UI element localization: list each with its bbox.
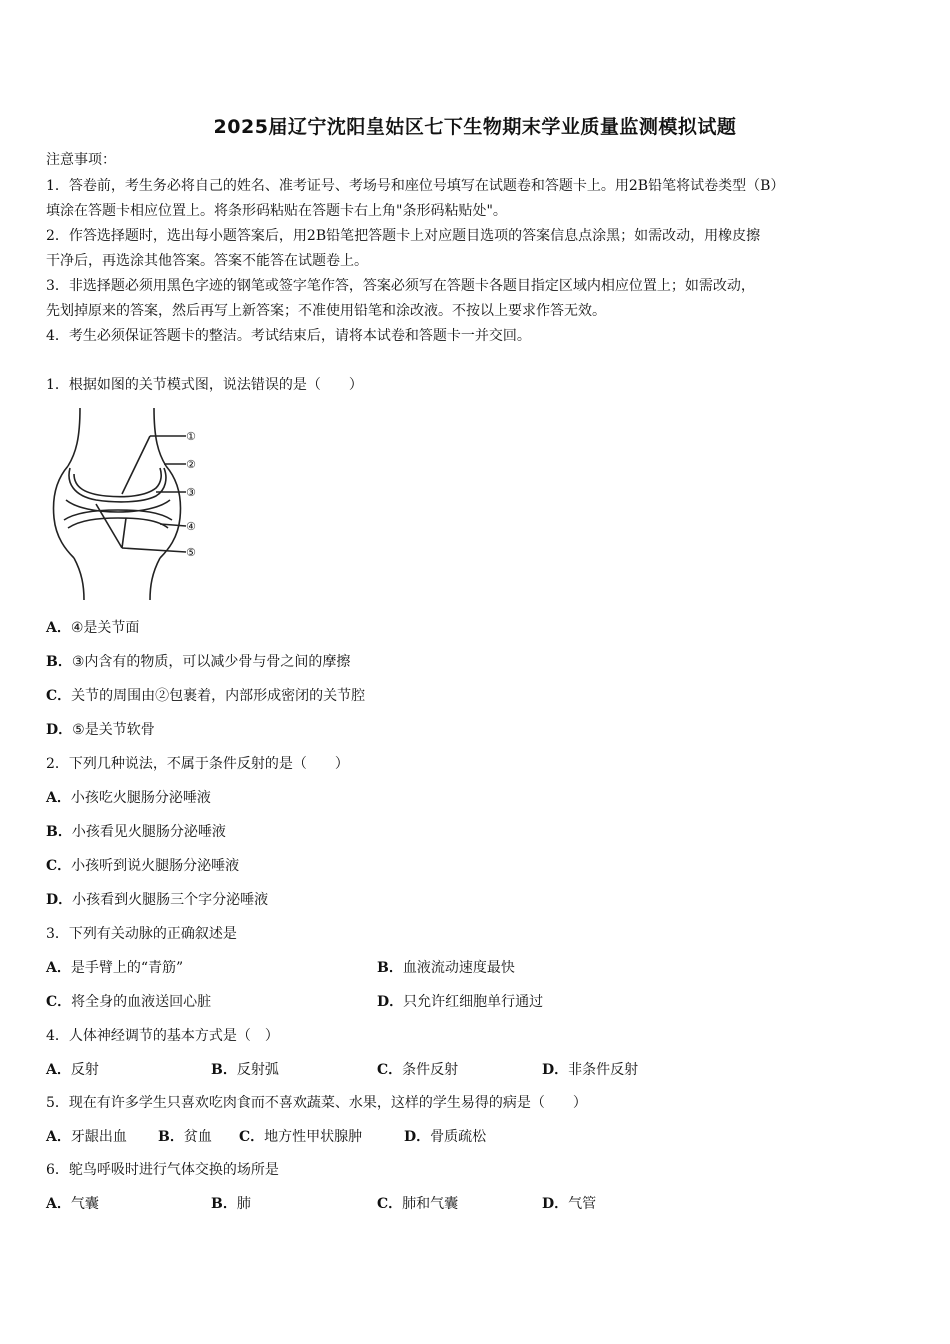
notice-line: 干净后，再选涂其他答案。答案不能答在试题卷上。 [46,253,368,269]
option-text: ③内含有的物质，可以减少骨与骨之间的摩擦 [71,654,351,670]
option-label: D． [542,1062,569,1078]
option-label: D． [542,1196,569,1212]
question-stem: 1．根据如图的关节模式图，说法错误的是（ ） [46,377,363,393]
option-text: ④是关节面 [70,620,140,636]
option-row [46,1062,906,1078]
question-stem: 5．现在有许多学生只喜欢吃肉食而不喜欢蔬菜、水果，这样的学生易得的病是（ ） [46,1095,587,1111]
option-text: 小孩看到火腿肠三个字分泌唾液 [72,892,269,908]
option-label: A． [46,960,71,976]
option [542,1196,596,1212]
notice-line: 填涂在答题卡相应位置上。将条形码粘贴在答题卡右上角"条形码粘贴处"。 [46,203,507,219]
option-text: 小孩听到说火腿肠分泌唾液 [71,858,240,874]
option [377,1062,458,1078]
option-label: A． [46,1129,71,1145]
option [158,1129,212,1145]
option-label: D． [377,994,404,1010]
joint-diagram [46,408,216,600]
option-text: 气管 [568,1196,597,1212]
option [211,1062,279,1078]
option [46,1196,99,1212]
option [46,620,139,636]
figure-label: ⑤ [186,546,196,559]
option [46,892,268,908]
option-text: ⑤是关节软骨 [72,722,155,738]
notice-line: 4．考生必须保证答题卡的整洁。考试结束后，请将本试卷和答题卡一并交回。 [46,328,531,344]
notice-line: 3．非选择题必须用黑色字迹的钢笔或签字笔作答，答案必须写在答题卡各题目指定区域内相应位置上；如需改动， [46,278,755,294]
figure-label: ① [186,430,196,443]
option-text: 非条件反射 [568,1062,639,1078]
option [46,790,211,806]
option-text: 肺和气囊 [402,1196,459,1212]
option-row [46,960,906,976]
option-label: C． [377,1196,403,1212]
option-label: B． [211,1062,237,1078]
question-stem: 2．下列几种说法，不属于条件反射的是（ ） [46,756,349,772]
notice-heading: 注意事项： [46,152,116,168]
option-label: B． [46,654,72,670]
option-label: C． [377,1062,403,1078]
notice-line: 1．答卷前，考生务必将自己的姓名、准考证号、考场号和座位号填写在试题卷和答题卡上。用2B铅笔将试卷类型（B） [46,178,785,194]
option [46,1062,99,1078]
option-label: B． [211,1196,237,1212]
option [46,858,239,874]
option [46,824,226,840]
option-label: C． [46,994,72,1010]
question-stem: 4．人体神经调节的基本方式是（ ） [46,1028,279,1044]
figure-label: ② [186,458,196,471]
option-label: C． [46,858,72,874]
option-label: A． [46,1196,71,1212]
option [377,994,543,1010]
option-text: 肺 [236,1196,251,1212]
option-row [46,1129,906,1145]
option-row [46,994,906,1010]
notice-line: 先划掉原来的答案，然后再写上新答案；不准使用铅笔和涂改液。不按以上要求作答无效。 [46,303,606,319]
option-text: 地方性甲状腺肿 [264,1129,363,1145]
option [211,1196,251,1212]
option-label: D． [404,1129,431,1145]
option [46,994,211,1010]
option-text: 反射 [70,1062,99,1078]
option-text: 只允许红细胞单行通过 [403,994,544,1010]
option [46,1129,127,1145]
option [46,722,155,738]
option-text: 骨质疏松 [430,1129,487,1145]
option-text: 小孩吃火腿肠分泌唾液 [70,790,211,806]
option [377,960,515,976]
option-text: 血液流动速度最快 [402,960,515,976]
option-text: 反射弧 [236,1062,279,1078]
option [46,688,365,704]
notice-line: 2．作答选择题时，选出每小题答案后，用2B铅笔把答题卡上对应题目选项的答案信息点涂黑；如需改动，用橡皮擦 [46,228,761,244]
option-label: C． [46,688,72,704]
option [404,1129,486,1145]
option-label: D． [46,892,73,908]
option-label: B． [377,960,403,976]
option-row [46,1196,906,1212]
option-label: D． [46,722,73,738]
option-text: 牙龈出血 [70,1129,127,1145]
option-label: A． [46,790,71,806]
figure-label: ④ [186,520,196,533]
option [542,1062,638,1078]
question-stem: 3．下列有关动脉的正确叙述是 [46,926,237,942]
option-text: 是手臂上的“青筋” [70,960,184,976]
option [46,654,350,670]
option-label: B． [46,824,72,840]
option [239,1129,362,1145]
option-text: 关节的周围由②包裹着，内部形成密闭的关节腔 [71,688,366,704]
option-text: 条件反射 [402,1062,459,1078]
option-text: 气囊 [70,1196,99,1212]
figure-label: ③ [186,486,196,499]
option-text: 小孩看见火腿肠分泌唾液 [71,824,226,840]
option-label: A． [46,620,71,636]
option-label: C． [239,1129,265,1145]
option-label: B． [158,1129,184,1145]
option [377,1196,458,1212]
option-text: 将全身的血液送回心脏 [71,994,212,1010]
page-title: 2025届辽宁沈阳皇姑区七下生物期末学业质量监测模拟试题 [213,116,737,138]
question-stem: 6．鸵鸟呼吸时进行气体交换的场所是 [46,1162,279,1178]
option-text: 贫血 [183,1129,212,1145]
option-label: A． [46,1062,71,1078]
option [46,960,183,976]
